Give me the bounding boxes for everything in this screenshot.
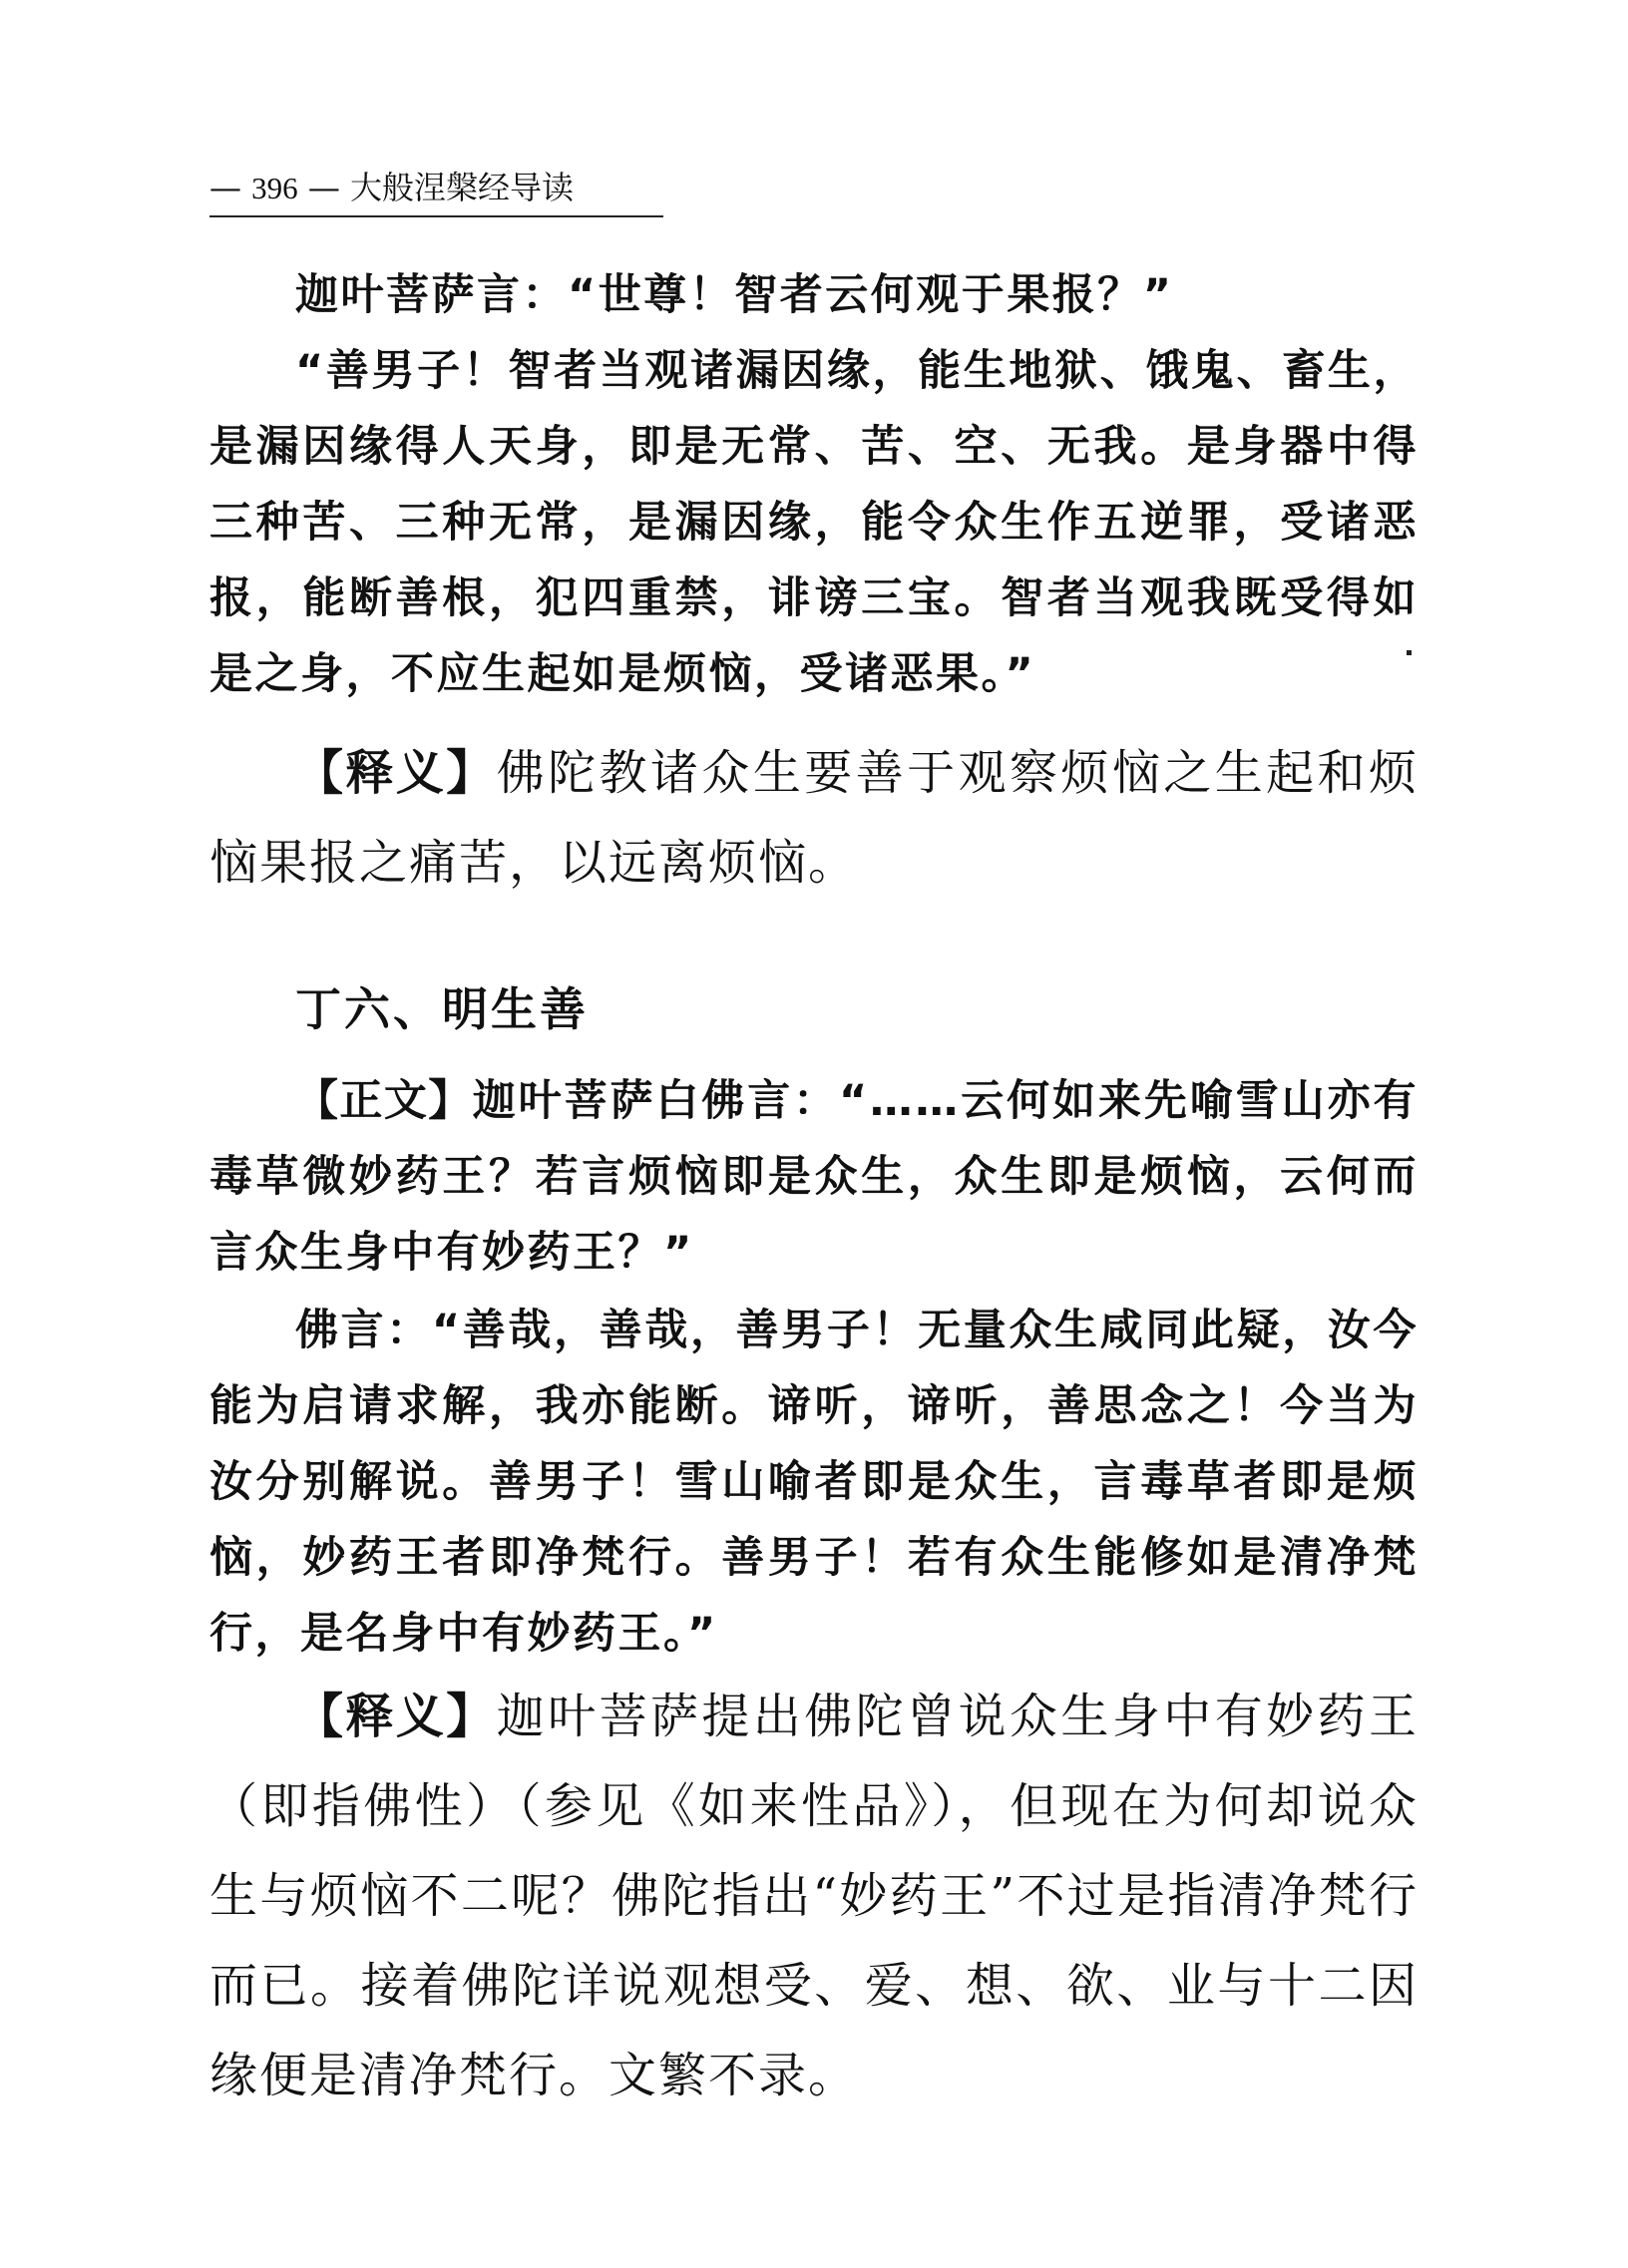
main-text-paragraph — [209, 1063, 1419, 1291]
page-number: 396 — [251, 171, 298, 205]
print-speck — [1407, 650, 1412, 655]
explanation-text-2: 迦叶菩萨提出佛陀曾说众生身中有妙药王（即指佛性）（参见《如来性品》），但现在为何却说众生与烦恼不二呢？佛陀指出“妙药王”不过是指清净梵行而已。接着佛陀详说观想受、爱、想、欲、业与十二因缘便是清净梵行。文繁不录。 — [209, 1689, 1419, 2103]
explanation-paragraph-2 — [209, 1672, 1419, 2120]
buddha-reply-paragraph: 佛言：“善哉，善哉，善男子！无量众生咸同此疑，汝今能为启请求解，我亦能断。谛听，谛听，善思念之！今当为汝分别解说。善男子！雪山喻者即是众生，言毒草者即是烦恼，妙药王者即净梵行。善男子！若有众生能修如是清净梵行，是名身中有妙药王。” — [209, 1306, 1419, 1659]
explanation-tag-2: 【释义】 — [295, 1689, 497, 1744]
book-title: 大般涅槃经导读 — [350, 169, 575, 206]
header-dash-left: — — [209, 169, 241, 206]
running-header — [209, 168, 663, 217]
buddha-answer-paragraph: “善男子！智者当观诸漏因缘，能生地狱、饿鬼、畜生，是漏因缘得人天身，即是无常、苦、空、无我。是身器中得三种苦、三种无常，是漏因缘，能令众生作五逆罪，受诸恶报，能断善根，犯四重禁，诽谤三宝。智者当观我既受得如是之身，不应生起如是烦恼，受诸恶果。” — [209, 346, 1419, 699]
explanation-paragraph-1 — [209, 728, 1419, 908]
explanation-tag: 【释义】 — [295, 745, 497, 801]
main-text: 迦叶菩萨白佛言：“……云何如来先喻雪山亦有毒草微妙药王？若言烦恼即是众生，众生即是烦恼，云何而言众生身中有妙药王？” — [209, 1076, 1420, 1278]
main-text-tag: 【正文】 — [295, 1076, 473, 1126]
explanation-text: 佛陀教诸众生要善于观察烦恼之生起和烦恼果报之痛苦，以远离烦恼。 — [209, 745, 1419, 891]
kasyapa-question: 迦叶菩萨言：“世尊！智者云何观于果报？” — [295, 270, 1174, 320]
section-heading: 丁六、明生善 — [295, 982, 589, 1036]
header-dash-right: — — [307, 169, 340, 206]
